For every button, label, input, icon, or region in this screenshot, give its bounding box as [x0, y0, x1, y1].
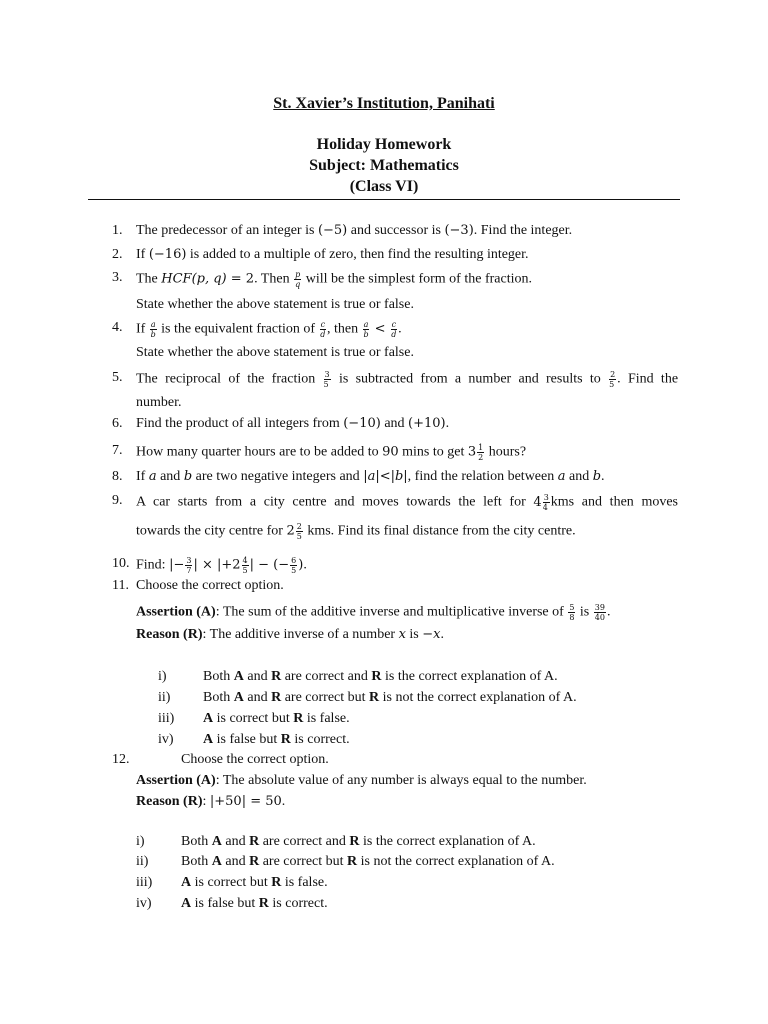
q12-option-iv-marker: iv)	[136, 896, 152, 911]
question-number-10: 10.	[112, 556, 130, 571]
q11-option-i: Both A and R are correct and R is the correct explanation of A.	[203, 669, 558, 684]
question-number-5: 5.	[112, 370, 123, 385]
question-number-4: 4.	[112, 320, 123, 335]
question-2: If (−16) is added to a multiple of zero, then find the resulting integer.	[136, 247, 529, 262]
question-4-instruction: State whether the above statement is true or false.	[136, 345, 414, 360]
question-number-1: 1.	[112, 223, 123, 238]
question-5: The reciprocal of the fraction $\frac{3}{5}$ is subtracted from a number and results to $\frac{2}{5}$ . Find the	[136, 370, 679, 389]
q12-option-iii-marker: iii)	[136, 875, 153, 890]
question-number-8: 8.	[112, 469, 123, 484]
question-12-assertion: Assertion (A): The absolute value of any number is always equal to the number.	[136, 773, 587, 788]
school-name: St. Xavier’s Institution, Panihati	[273, 95, 495, 112]
q11-option-iv: A is false but R is correct.	[203, 732, 350, 747]
question-11-reason: Reason (R): The additive inverse of a number x is −x.	[136, 627, 444, 642]
question-number-11: 11.	[112, 578, 129, 593]
q11-option-iii: A is correct but R is false.	[203, 711, 350, 726]
q11-option-ii-marker: ii)	[158, 690, 171, 705]
question-1: The predecessor of an integer is (−5) and successor is (−3). Find the integer.	[136, 223, 573, 238]
question-number-3: 3.	[112, 270, 123, 285]
q11-option-ii: Both A and R are correct but R is not the correct explanation of A.	[203, 690, 577, 705]
question-9: A car starts from a city centre and moves towards the left for 4 $\frac{3}{4}$ kms and then moves	[136, 493, 678, 512]
q11-option-iv-marker: iv)	[158, 732, 174, 747]
class-line: (Class VI)	[349, 178, 419, 195]
question-4: If $\frac{a}{b}$ is the equivalent fraction of $\frac{c}{d}$ , then $\frac{a}{b}$ < $\frac{c}{d}$ .	[136, 320, 402, 339]
q12-option-iv: A is false but R is correct.	[181, 896, 328, 911]
q11-option-i-marker: i)	[158, 669, 167, 684]
q11-option-iii-marker: iii)	[158, 711, 175, 726]
question-number-6: 6.	[112, 416, 123, 431]
question-number-7: 7.	[112, 443, 123, 458]
q12-option-ii: Both A and R are correct but R is not the correct explanation of A.	[181, 854, 555, 869]
question-12-reason: Reason (R): |+50| = 50.	[136, 794, 286, 809]
question-11: Choose the correct option.	[136, 578, 284, 593]
question-number-2: 2.	[112, 247, 123, 262]
question-9-continued: towards the city centre for 2 $\frac{2}{5}$ kms. Find its final distance from the city centre.	[136, 522, 576, 541]
question-3-instruction: State whether the above statement is true or false.	[136, 297, 414, 312]
question-number-9: 9.	[112, 493, 123, 508]
question-3: The HCF(p, q) = 2. Then $\frac{p}{q}$ will be the simplest form of the fraction.	[136, 270, 532, 289]
question-6: Find the product of all integers from (−10) and (+10).	[136, 416, 450, 431]
question-5-continued: number.	[136, 395, 182, 410]
question-11-assertion: Assertion (A): The sum of the additive inverse and multiplicative inverse of $\frac{5}{8}$ is $\frac{39}{40}$ .	[136, 603, 611, 622]
question-8: If a and b are two negative integers and |a|<|b|, find the relation between a and b.	[136, 469, 605, 484]
q12-option-iii: A is correct but R is false.	[181, 875, 328, 890]
question-10: Find: |− $\frac{3}{7}$ | × |+2 $\frac{4}{5}$ | − (− $\frac{6}{5}$ ).	[136, 556, 307, 575]
subject-line: Subject: Mathematics	[309, 157, 459, 174]
q12-option-ii-marker: ii)	[136, 854, 149, 869]
homework-title: Holiday Homework	[316, 136, 452, 153]
question-7: How many quarter hours are to be added to 90 mins to get 3 $\frac{1}{2}$ hours?	[136, 443, 527, 462]
question-number-12: 12.	[112, 752, 130, 767]
header-divider	[88, 199, 680, 200]
question-12: Choose the correct option.	[181, 752, 329, 767]
q12-option-i: Both A and R are correct and R is the correct explanation of A.	[181, 834, 536, 849]
q12-option-i-marker: i)	[136, 834, 145, 849]
